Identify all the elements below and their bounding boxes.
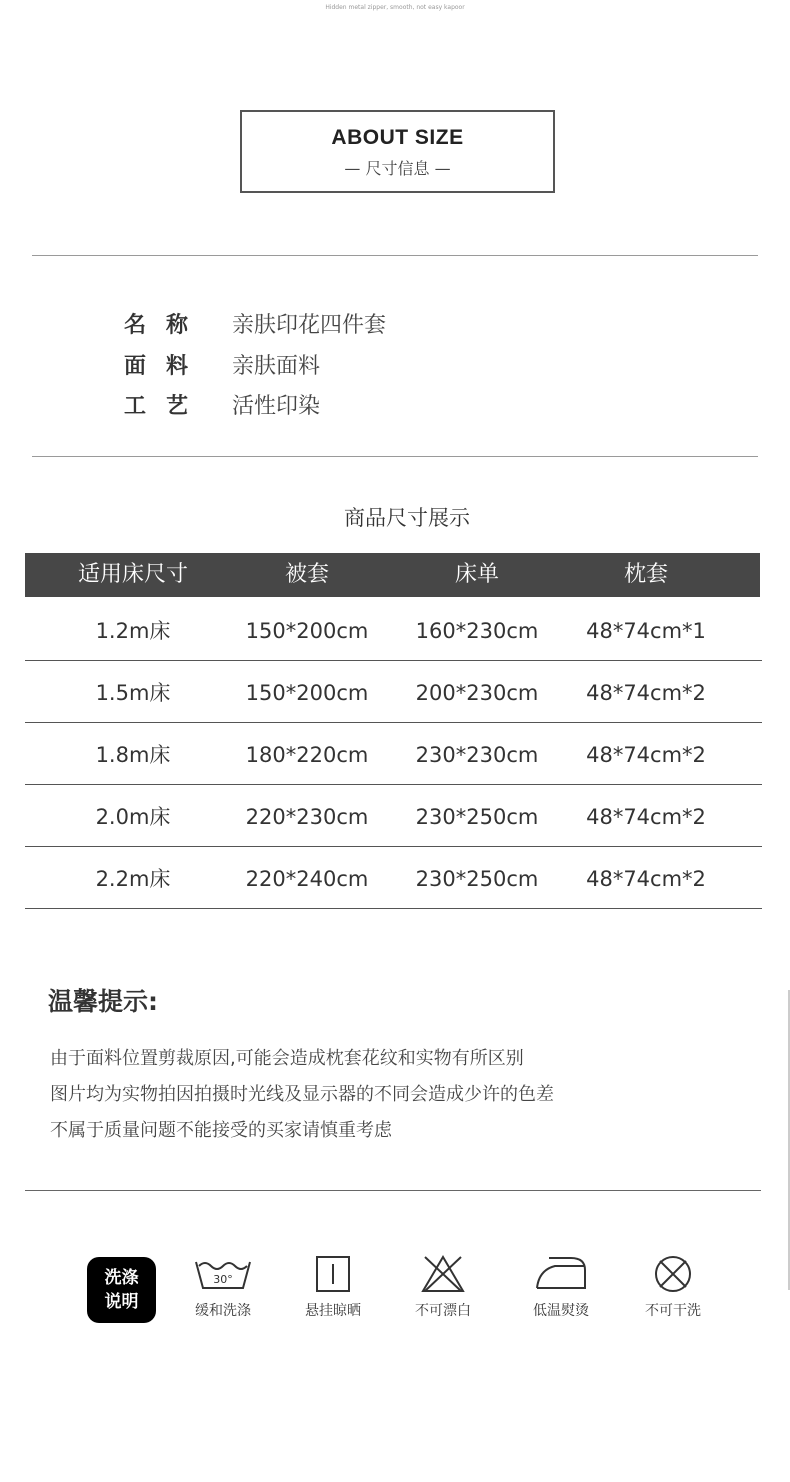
care-item-gentle-wash [173, 1254, 273, 1320]
about-size-subtitle: — 尺寸信息 — [344, 159, 451, 178]
cell-bed-sheet: 230*250cm [415, 867, 539, 891]
about-size-title: ABOUT SIZE [331, 126, 464, 149]
wash-temp-text: 30° [213, 1273, 233, 1286]
about-size-box [240, 110, 555, 193]
header-bed-sheet: 床单 [454, 562, 499, 587]
care-label: 悬挂晾晒 [305, 1303, 361, 1319]
table-row [25, 722, 762, 785]
info-value-name: 亲肤印花四件套 [232, 313, 387, 338]
hang-dry-icon [303, 1254, 363, 1294]
no-dry-clean-icon [643, 1254, 703, 1294]
tip-line: 不属于质量问题不能接受的买家请慎重考虑 [50, 1120, 392, 1141]
cell-pillowcase: 48*74cm*2 [586, 867, 706, 891]
header-quilt-cover: 被套 [284, 562, 329, 587]
cell-bed-size: 2.0m床 [95, 805, 171, 829]
tip-line: 图片均为实物拍因拍摄时光线及显示器的不同会造成少许的色差 [50, 1084, 554, 1105]
divider-middle [32, 456, 758, 457]
cell-quilt-cover: 150*200cm [245, 681, 369, 705]
cell-quilt-cover: 150*200cm [245, 619, 369, 643]
header-bed-size: 适用床尺寸 [77, 562, 188, 587]
badge-line-1: 洗涤 [104, 1268, 139, 1288]
care-label: 缓和洗涤 [195, 1303, 251, 1319]
care-label: 低温熨烫 [533, 1303, 589, 1319]
care-label: 不可漂白 [415, 1303, 471, 1319]
badge-line-2: 说明 [104, 1292, 139, 1312]
table-row [25, 660, 762, 723]
divider-top [32, 255, 758, 256]
header-pillowcase: 枕套 [623, 562, 668, 587]
care-item-hang-dry [283, 1254, 383, 1320]
info-row-name [124, 308, 386, 339]
info-key-craft: 工艺 [124, 394, 209, 419]
size-table-title: 商品尺寸展示 [344, 506, 470, 530]
info-row-fabric [124, 349, 320, 380]
cell-bed-size: 1.2m床 [95, 619, 171, 643]
cell-pillowcase: 48*74cm*2 [586, 805, 706, 829]
cell-quilt-cover: 180*220cm [245, 743, 369, 767]
info-value-fabric: 亲肤面料 [232, 354, 321, 379]
cell-quilt-cover: 220*240cm [245, 867, 369, 891]
size-table-header [25, 553, 760, 597]
info-key-fabric: 面料 [124, 354, 209, 379]
no-bleach-icon [413, 1254, 473, 1294]
cell-bed-sheet: 230*230cm [415, 743, 539, 767]
top-caption: Hidden metal zipper, smooth, not easy kapoor [325, 4, 465, 11]
low-iron-icon [531, 1254, 591, 1294]
care-label: 不可干洗 [645, 1303, 701, 1319]
cell-pillowcase: 48*74cm*1 [586, 619, 706, 643]
tip-line: 由于面料位置剪裁原因,可能会造成枕套花纹和实物有所区别 [50, 1048, 524, 1069]
cell-bed-size: 2.2m床 [95, 867, 171, 891]
info-key-name: 名称 [124, 313, 209, 338]
cell-quilt-cover: 220*230cm [245, 805, 369, 829]
wash-30-icon [193, 1254, 253, 1294]
cell-bed-size: 1.8m床 [95, 743, 171, 767]
divider-bottom [25, 1190, 761, 1191]
care-item-no-bleach [393, 1254, 493, 1320]
care-item-no-dry-clean [623, 1254, 723, 1320]
info-row-craft [124, 389, 320, 420]
tips-title: 温馨提示: [48, 987, 158, 1016]
cell-pillowcase: 48*74cm*2 [586, 681, 706, 705]
cell-pillowcase: 48*74cm*2 [586, 743, 706, 767]
cell-bed-sheet: 160*230cm [415, 619, 539, 643]
cell-bed-sheet: 200*230cm [415, 681, 539, 705]
table-row [25, 846, 762, 909]
table-row [25, 784, 762, 847]
info-value-craft: 活性印染 [232, 394, 321, 419]
table-row [25, 598, 762, 661]
wash-instructions-badge [87, 1257, 156, 1323]
cell-bed-size: 1.5m床 [95, 681, 171, 705]
cell-bed-sheet: 230*250cm [415, 805, 539, 829]
care-item-low-iron [511, 1254, 611, 1320]
